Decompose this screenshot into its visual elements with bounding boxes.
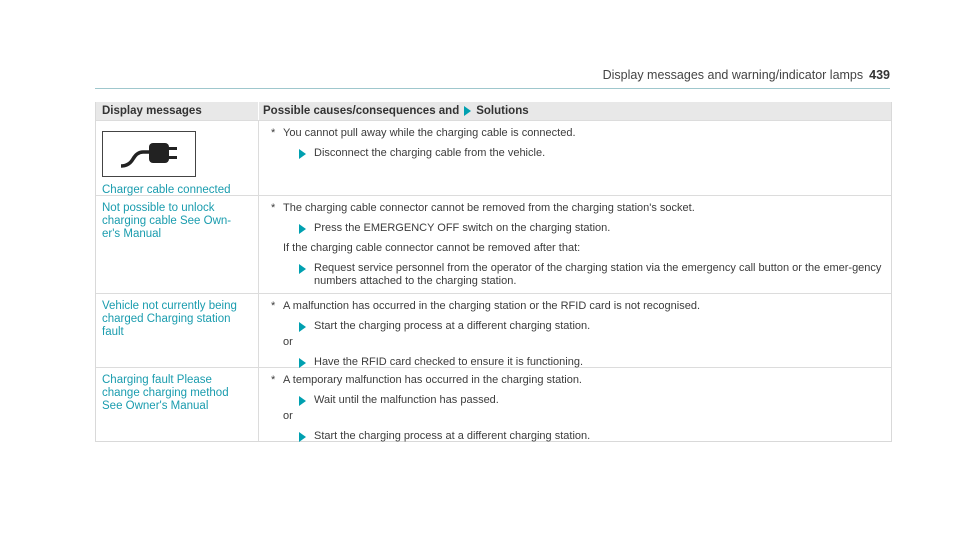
solution-step (299, 147, 891, 160)
table-header (96, 102, 891, 120)
cause-item (271, 202, 891, 215)
solution-text: Have the RFID card checked to ensure it is functioning. (314, 356, 584, 368)
cause-text: You cannot pull away while the charging cable is connected. (283, 127, 576, 139)
arrow-icon (299, 322, 306, 332)
table-row (96, 195, 891, 293)
col-header-causes-label: Possible causes/consequences and (263, 105, 460, 117)
solution-step (299, 262, 891, 288)
col-header-messages: Display messages (102, 105, 202, 117)
message-cell (96, 121, 258, 195)
message-text: Not possible to unlock charging cable See Own-er's Manual (102, 202, 232, 240)
cause-text: The charging cable connector cannot be removed from the charging station's socket. (283, 202, 695, 214)
note-text: If the charging cable connector cannot be removed after that: (283, 242, 581, 254)
running-header (603, 68, 890, 82)
cause-marker: * (271, 202, 276, 214)
cause-marker: * (271, 127, 276, 139)
header-title: Display messages and warning/indicator lamps (602, 68, 864, 82)
header-rule (95, 88, 890, 89)
table-row (96, 293, 891, 367)
solution-text: Request service personnel from the operator of the charging station via the emergency call button or the emer-gency numbers attached to the charging station. (314, 262, 882, 287)
message-text: Charging fault Please change charging method See Owner's Manual (102, 374, 229, 412)
cause-cell (258, 121, 891, 195)
cause-item (271, 300, 891, 313)
arrow-icon (299, 224, 306, 234)
solution-text: Start the charging process at a different charging station. (314, 430, 591, 442)
page-number: 439 (869, 68, 890, 82)
cause-marker: * (271, 300, 276, 312)
cause-cell (258, 196, 891, 293)
solution-step (299, 394, 891, 407)
message-cell (96, 196, 258, 293)
table-row (96, 120, 891, 195)
arrow-icon (299, 396, 306, 406)
cause-cell (258, 368, 891, 441)
cause-text: A temporary malfunction has occurred in the charging station. (283, 374, 582, 386)
arrow-icon (299, 264, 306, 274)
message-text: Vehicle not currently being charged Charging station fault (102, 300, 237, 338)
col-header-solutions-label: Solutions (476, 105, 529, 117)
solution-text: Disconnect the charging cable from the vehicle. (314, 147, 546, 159)
cause-text: A malfunction has occurred in the charging station or the RFID card is not recognised. (283, 300, 700, 312)
cause-cell (258, 294, 891, 367)
message-cell (96, 294, 258, 367)
solution-step (299, 320, 891, 333)
solution-text: Press the EMERGENCY OFF switch on the charging station. (314, 222, 611, 234)
arrow-icon (299, 149, 306, 159)
solution-step (299, 430, 891, 443)
arrow-icon (299, 432, 306, 442)
cause-item (271, 374, 891, 387)
cause-item (271, 127, 891, 140)
or-text: or (283, 336, 293, 348)
solution-step (299, 222, 891, 235)
messages-table (95, 102, 892, 442)
solution-text: Start the charging process at a different charging station. (314, 320, 591, 332)
arrow-icon (299, 358, 306, 368)
or-text: or (283, 410, 293, 422)
arrow-icon (464, 106, 471, 116)
table-row (96, 367, 891, 441)
solution-text: Wait until the malfunction has passed. (314, 394, 499, 406)
charging-plug-icon (102, 131, 196, 177)
message-cell (96, 368, 258, 441)
cause-marker: * (271, 374, 276, 386)
message-text: Charger cable connected (102, 184, 231, 196)
col-header-causes (258, 102, 891, 120)
